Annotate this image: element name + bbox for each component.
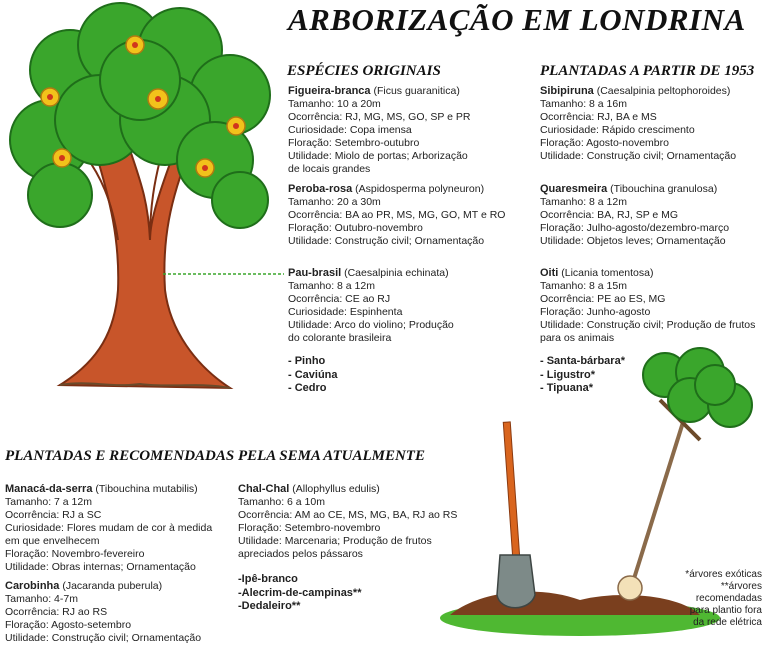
species-figueira-branca [288,85,470,176]
species-detail: Curiosidade: Espinhenta [288,306,403,318]
species-detail: Utilidade: Construção civil; Ornamentação [288,235,485,247]
species-scientific-name: (Licania tomentosa) [558,267,654,279]
species-scientific-name: (Jacaranda puberula) [59,580,163,592]
species-detail: Tamanho: 8 a 12m [540,196,627,208]
plantadas-1953-extra-list [540,355,625,396]
species-name: Peroba-rosa [288,183,353,195]
species-detail: Ocorrência: BA, RJ, SP e MG [540,209,679,221]
footnote-line: recomendadas [695,593,762,604]
species-detail: do colorante brasileira [288,332,392,344]
species-detail: Floração: Junho-agosto [540,306,651,318]
species-scientific-name: (Tibouchina mutabilis) [92,483,198,495]
species-detail: Ocorrência: PE ao ES, MG [540,293,666,305]
species-detail: Tamanho: 8 a 15m [540,280,627,292]
list-item: -Dedaleiro** [238,600,301,612]
list-item: - Tipuana* [540,382,593,394]
species-detail: Floração: Agosto-setembro [5,619,132,631]
species-detail: Floração: Setembro-novembro [238,522,381,534]
species-name: Quaresmeira [540,183,608,195]
list-item: - Ligustro* [540,368,595,381]
species-detail: Tamanho: 20 a 30m [288,196,381,208]
species-detail: Floração: Julho-agosto/dezembro-março [540,222,730,234]
species-detail: Floração: Setembro-outubro [288,137,420,149]
species-detail: Ocorrência: BA ao PR, MS, MG, GO, MT e RO [288,209,506,221]
species-scientific-name: (Aspidosperma polyneuron) [352,183,485,195]
species-name: Chal-Chal [238,483,290,495]
originais-extra-list [288,355,338,396]
list-item: - Caviúna [288,368,338,381]
species-detail: Utilidade: Miolo de portas; Arborização [288,150,468,162]
list-item: - Pinho [288,355,326,367]
species-detail: de locais grandes [288,163,371,175]
species-detail: em que envelhecem [5,535,100,547]
species-detail: Ocorrência: CE ao RJ [288,293,391,305]
species-oiti [540,267,755,345]
species-detail: para os animais [540,332,615,344]
list-item: - Cedro [288,382,327,394]
species-detail: Ocorrência: RJ, MG, MS, GO, SP e PR [288,111,471,123]
species-scientific-name: (Caesalpinia echinata) [341,267,449,279]
species-detail: Utilidade: Construção civil; Produção de frutos [540,319,756,331]
species-name: Pau-brasil [288,267,342,279]
species-detail: Utilidade: Construção civil; Ornamentação [5,632,202,644]
section-title-originais: ESPÉCIES ORIGINAIS [287,63,441,79]
species-detail: Floração: Novembro-fevereiro [5,548,145,560]
species-name: Sibipiruna [540,85,594,97]
species-sibipiruna [540,85,736,163]
species-detail: Tamanho: 4-7m [5,593,78,605]
species-name: Oiti [540,267,559,279]
list-item: -Alecrim-de-campinas** [238,586,362,599]
list-item: -Ipê-branco [238,573,298,585]
species-quaresmeira [540,183,729,248]
section-title-plantadas-1953: PLANTADAS A PARTIR DE 1953 [540,63,755,79]
species-detail: Utilidade: Arco do violino; Produção [288,319,454,331]
species-detail: Floração: Agosto-novembro [540,137,669,149]
species-detail: Utilidade: Marcenaria; Produção de frutos [238,535,432,547]
species-detail: Tamanho: 7 a 12m [5,496,92,508]
recomendadas-extra-list [238,573,362,614]
species-detail: Floração: Outubro-novembro [288,222,423,234]
species-scientific-name: (Allophyllus edulis) [289,483,380,495]
footnote-line: da rede elétrica [693,617,762,628]
footnote [685,569,762,629]
species-detail: Tamanho: 10 a 20m [288,98,381,110]
species-carobinha [5,580,201,645]
species-detail: Utilidade: Construção civil; Ornamentação [540,150,737,162]
species-name: Carobinha [5,580,60,592]
species-detail: Utilidade: Objetos leves; Ornamentação [540,235,726,247]
section-title-recomendadas: PLANTADAS E RECOMENDADAS PELA SEMA ATUALMENTE [5,448,425,464]
species-scientific-name: (Tibouchina granulosa) [607,183,718,195]
species-detail: Ocorrência: RJ ao RS [5,606,108,618]
species-detail: Tamanho: 8 a 16m [540,98,627,110]
footnote-line: **árvores [720,581,762,592]
species-detail: Ocorrência: AM ao CE, MS, MG, BA, RJ ao RS [238,509,458,521]
species-detail: Curiosidade: Rápido crescimento [540,124,695,136]
species-name: Manacá-da-serra [5,483,93,495]
species-detail: Curiosidade: Copa imensa [288,124,412,136]
footnote-line: para plantio fora [689,605,762,616]
species-scientific-name: (Caesalpinia peltophoroides) [593,85,731,97]
species-detail: Utilidade: Obras internas; Ornamentação [5,561,196,573]
species-chal-chal [238,483,457,561]
species-detail: Tamanho: 6 a 10m [238,496,325,508]
species-scientific-name: (Ficus guaranitica) [370,85,460,97]
species-pau-brasil [288,267,454,345]
species-detail: Ocorrência: RJ a SC [5,509,102,521]
footnote-line: *árvores exóticas [685,569,762,580]
page-title: ARBORIZAÇÃO EM LONDRINA [288,2,746,37]
list-item: - Santa-bárbara* [540,355,625,367]
species-name: Figueira-branca [288,85,371,97]
figueira-tree-illustration [10,3,270,388]
species-detail: Curiosidade: Flores mudam de cor à medida [5,522,213,534]
species-manaca-da-serra [5,483,212,574]
species-detail: apreciados pelos pássaros [238,548,363,560]
species-detail: Ocorrência: RJ, BA e MS [540,111,657,123]
species-peroba-rosa [288,183,505,248]
species-detail: Tamanho: 8 a 12m [288,280,375,292]
